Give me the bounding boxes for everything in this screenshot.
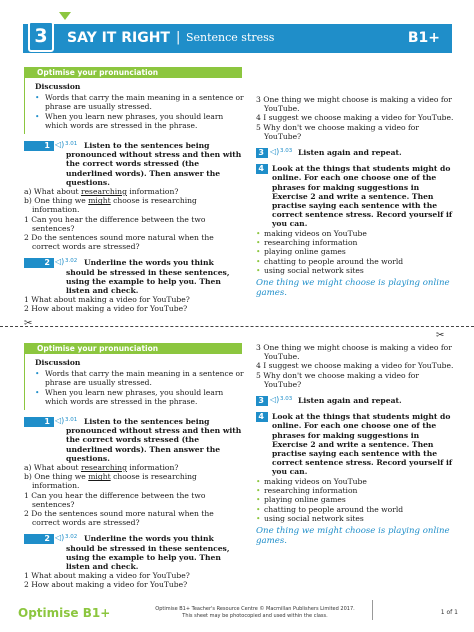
activity-bullet: • using social network sites — [256, 266, 456, 275]
sentence-item: 2 How about making a video for YouTube? — [24, 580, 188, 590]
discussion-box — [24, 78, 244, 134]
question-1: 1 Can you hear the difference between the two sentences? — [24, 214, 206, 233]
sentence-item: 5 Why don't we choose making a video for YouTube? — [256, 370, 419, 389]
cut-line — [0, 326, 474, 327]
exercise-number: 4 — [256, 164, 268, 174]
audio-track: 3.02 — [65, 534, 78, 541]
section-label: Optimise your pronunciation — [24, 343, 242, 354]
exercise-number: 3 — [256, 396, 268, 406]
exercise-number: 1 — [24, 417, 54, 427]
activity-bullet: • playing online games — [256, 247, 456, 256]
audio-track: 3.03 — [280, 396, 293, 403]
exercise-2 — [24, 534, 244, 571]
right-column — [256, 95, 456, 298]
footer-brand: Optimise B1+ — [18, 606, 111, 620]
discussion-bullet: • Words that carry the main meaning in a sentence or phrase are usually stressed. — [35, 369, 244, 387]
sentence-item: 4 I suggest we choose making a video for YouTube. — [256, 113, 454, 123]
example-b — [24, 472, 244, 490]
discussion-bullet: • When you learn new phrases, you should learn which words are stressed in the phrase. — [35, 388, 244, 406]
stressed-word: might — [88, 196, 111, 206]
level-badge: B1+ — [407, 30, 440, 46]
exercise-4 — [256, 164, 456, 228]
section-label: Optimise your pronunciation — [24, 67, 242, 78]
copyright-line: This sheet may be photocopied and used within the class. — [182, 613, 328, 619]
exercise-instruction: Listen again and repeat. — [298, 396, 402, 406]
example-a — [24, 463, 244, 472]
sentence-item: 1 What about making a video for YouTube? — [24, 571, 190, 581]
question-2: 2 Do the sentences sound more natural when the correct words are stressed? — [24, 233, 214, 252]
copyright-line: Optimise B1+ Teacher's Resource Centre © Macmillan Publishers Limited 2017. — [155, 606, 355, 612]
footer-copyright — [150, 606, 360, 620]
activity-bullet: • chatting to people around the world — [256, 257, 456, 266]
item-text: One thing we — [34, 472, 89, 482]
item-text: choose is researching information. — [32, 472, 197, 491]
example-a — [24, 187, 244, 196]
item-text: What about — [33, 187, 81, 197]
item-label: b) — [24, 196, 32, 206]
example-b — [24, 196, 244, 214]
stressed-word: might — [88, 472, 111, 482]
speaker-icon[interactable]: ◁) — [270, 147, 280, 157]
exercise-instruction: Look at the things that students might do online. For each one choose one of the phrases for making suggestions in Exercise 2 and write a sentence. Then practise saying each sentence with the correct sentence stress. Record yourself if you can. — [272, 164, 453, 229]
left-column — [24, 343, 244, 590]
speaker-icon[interactable]: ◁) — [270, 395, 280, 405]
stressed-word: researching — [80, 187, 127, 197]
unit-title: SAY IT RIGHT — [67, 30, 170, 46]
discussion-title: Discussion — [35, 82, 81, 91]
exercise-number: 1 — [24, 141, 54, 151]
left-column — [24, 67, 244, 314]
activity-bullet: • making videos on YouTube — [256, 229, 456, 238]
exercise-1 — [24, 417, 244, 463]
exercise-instruction: Listen to the sentences being pronounced without stress and then with the correct words stressed (the underlined words). Then answer the questions. — [66, 417, 242, 463]
activity-bullet: • using social network sites — [256, 514, 456, 523]
stressed-word: researching — [80, 463, 127, 473]
exercise-number: 3 — [256, 148, 268, 158]
audio-track: 3.01 — [65, 141, 78, 147]
discussion-box — [24, 354, 244, 410]
discussion-bullet: • Words that carry the main meaning in a sentence or phrase are usually stressed. — [35, 93, 244, 111]
speaker-icon[interactable]: ◁) — [55, 140, 65, 149]
sentence-item: 3 One thing we might choose is making a video for YouTube. — [256, 343, 452, 362]
item-label: a) — [24, 463, 32, 473]
footer-divider — [372, 600, 373, 620]
exercise-3 — [256, 396, 456, 405]
exercise-3 — [256, 148, 456, 157]
activity-bullet: • playing online games — [256, 495, 456, 504]
activity-bullet: • chatting to people around the world — [256, 505, 456, 514]
item-label: b) — [24, 472, 32, 482]
exercise-instruction: Listen again and repeat. — [298, 148, 402, 158]
triangle-marker-icon — [59, 12, 71, 20]
question-2: 2 Do the sentences sound more natural when the correct words are stressed? — [24, 509, 214, 528]
unit-number: 3 — [28, 21, 54, 52]
exercise-number: 2 — [24, 258, 54, 268]
audio-track: 3.02 — [65, 258, 78, 265]
scissors-icon: ✂ — [436, 330, 445, 341]
unit-header — [23, 24, 452, 53]
exercise-number: 2 — [24, 534, 54, 544]
speaker-icon[interactable]: ◁) — [55, 416, 65, 425]
activity-bullet: • making videos on YouTube — [256, 477, 456, 486]
sentence-item: 4 I suggest we choose making a video for YouTube. — [256, 361, 454, 371]
audio-track: 3.03 — [280, 148, 293, 155]
page-number: 1 of 1 — [440, 609, 458, 616]
item-text: information? — [126, 463, 179, 473]
sentence-item: 1 What about making a video for YouTube? — [24, 295, 190, 305]
item-text: choose is researching information. — [32, 196, 197, 215]
discussion-bullet: • When you learn new phrases, you should learn which words are stressed in the phrase. — [35, 112, 244, 130]
speaker-icon[interactable]: ◁) — [55, 533, 65, 543]
exercise-number: 4 — [256, 412, 268, 422]
item-text: One thing we — [34, 196, 89, 206]
exercise-instruction: Listen to the sentences being pronounced without stress and then with the correct words stressed (the underlined words). Then answer the questions. — [66, 141, 242, 187]
exercise-instruction: Look at the things that students might do online. For each one choose one of the phrases for making suggestions in Exercise 2 and write a sentence. Then practise saying each sentence with the correct sentence stress. Record yourself if you can. — [272, 412, 453, 477]
exercise-1 — [24, 141, 244, 187]
discussion-title: Discussion — [35, 358, 81, 367]
exercise-instruction: Underline the words you think should be stressed in these sentences, using the example to help you. Then listen and check. — [66, 258, 230, 296]
handwritten-example: One thing we might choose is playing online games. — [256, 277, 450, 298]
handwritten-example: One thing we might choose is playing online games. — [256, 525, 450, 546]
activity-bullet: • researching information — [256, 486, 456, 495]
item-text: information? — [126, 187, 179, 197]
audio-track: 3.01 — [65, 417, 78, 423]
question-1: 1 Can you hear the difference between the two sentences? — [24, 490, 206, 509]
speaker-icon[interactable]: ◁) — [55, 257, 65, 267]
sentence-item: 5 Why don't we choose making a video for YouTube? — [256, 122, 419, 141]
exercise-4 — [256, 412, 456, 476]
right-column — [256, 343, 456, 546]
activity-bullet: • researching information — [256, 238, 456, 247]
title-separator: | — [176, 30, 181, 45]
unit-subtitle: Sentence stress — [186, 31, 275, 44]
item-text: What about — [33, 463, 81, 473]
exercise-instruction: Underline the words you think should be stressed in these sentences, using the example to help you. Then listen and check. — [66, 534, 230, 572]
scissors-icon: ✂ — [24, 318, 33, 329]
sentence-item: 3 One thing we might choose is making a video for YouTube. — [256, 95, 452, 114]
item-label: a) — [24, 187, 32, 197]
exercise-2 — [24, 258, 244, 295]
sentence-item: 2 How about making a video for YouTube? — [24, 304, 188, 314]
